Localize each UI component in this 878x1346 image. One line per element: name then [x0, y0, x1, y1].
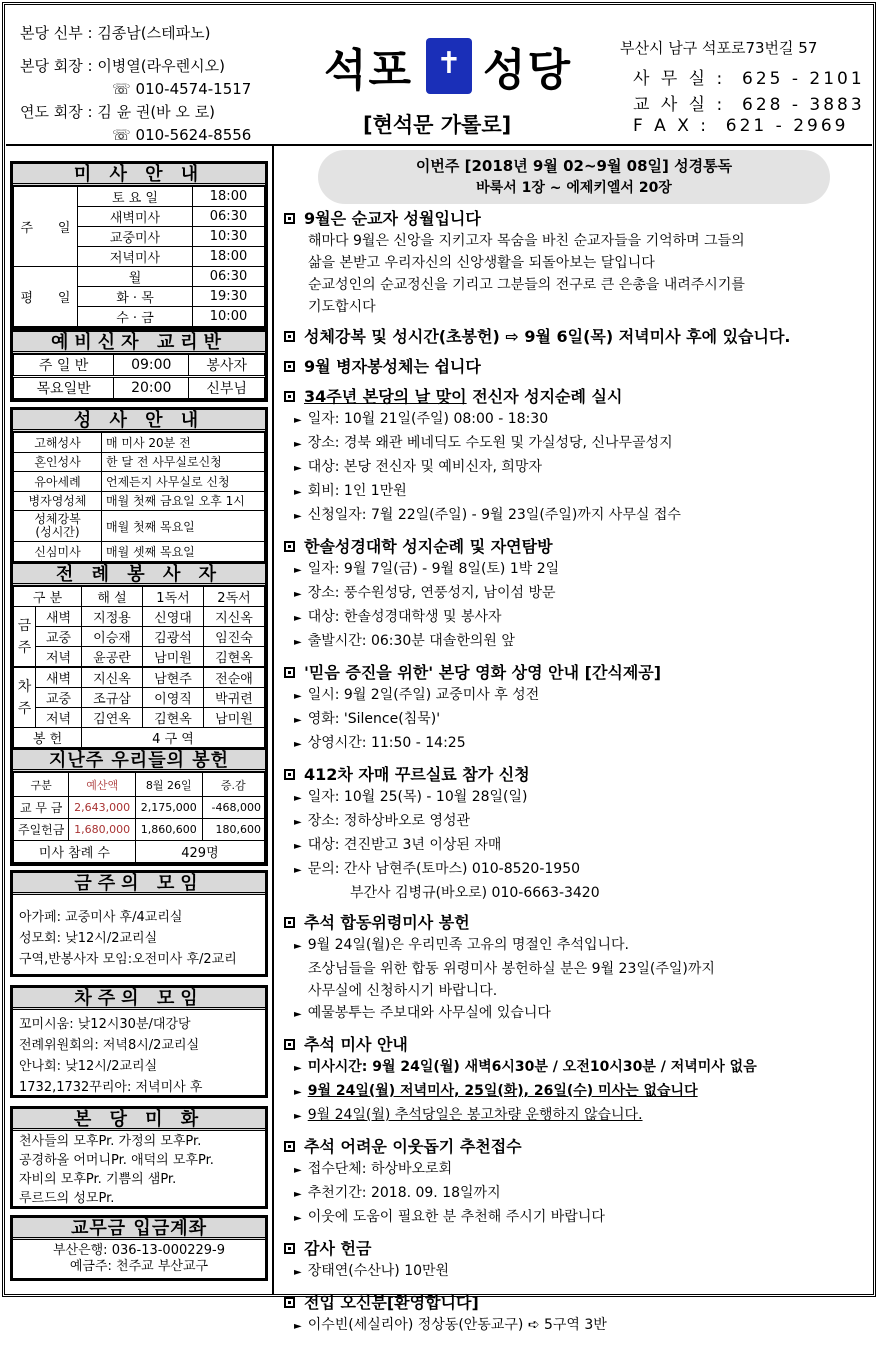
- patron-subtitle: [현석문 가롤로]: [363, 113, 512, 137]
- list-item: [284, 1182, 864, 1206]
- triangle-bullet-icon: ►: [294, 1165, 302, 1176]
- mass-slot: 교중: [36, 688, 82, 708]
- section-heading: [284, 1136, 864, 1158]
- item-text: 장소: 경북 왜관 베네딕도 수도원 및 가실성당, 신나무골성지: [307, 435, 673, 451]
- flower-item: 루르드의 성모Pr.: [19, 1191, 115, 1206]
- triangle-bullet-icon: ►: [294, 817, 302, 828]
- item-text: 출발시간: 06:30분 대솔한의원 앞: [307, 633, 515, 649]
- item-text: 부간사 김병규(바오로) 010-6663-3420: [350, 885, 600, 901]
- list-item: [284, 834, 864, 858]
- item-text: 신청일자: 7월 22일(주일) - 9월 23일(주일)까지 사무실 접수: [307, 507, 681, 523]
- item-text: 미사시간: 9월 24일(월) 새벽6시30분 / 오전10시30분 / 저녁미사 없음: [307, 1059, 757, 1075]
- mass-name: 저녁미사: [78, 247, 193, 267]
- heading-underlined: 34주년 본당의 날 맞이: [304, 387, 467, 406]
- section-heading: [284, 1292, 864, 1314]
- actual-value: 1,860,600: [135, 819, 202, 841]
- column-header: 구 분: [14, 587, 82, 607]
- class-time: 09:00: [114, 355, 189, 377]
- minister-name: 지정용: [82, 607, 143, 627]
- box-title: 미 사 안 내: [13, 164, 265, 186]
- item-text: 9월 24일(월) 추석당일은 봉고차량 운행하지 않습니다.: [307, 1107, 643, 1123]
- heading-text: 9월 병자봉성체는 쉽니다: [304, 357, 481, 376]
- bible-reading-range: 바룩서 1장 ~ 에제키엘서 20장: [476, 180, 672, 196]
- mass-slot: 저녁: [36, 708, 82, 728]
- triangle-bullet-icon: ►: [294, 439, 302, 450]
- list-item: [284, 708, 864, 732]
- announcement-section: [284, 386, 864, 528]
- box-title: 차주의 모임: [13, 988, 265, 1010]
- sacrament-name: 신심미사: [14, 542, 102, 562]
- announcement-section: [284, 1136, 864, 1230]
- column-header: 증.감: [202, 773, 265, 797]
- mass-time: 06:30: [193, 207, 265, 227]
- triangle-bullet-icon: ►: [294, 463, 302, 474]
- year-president-phone: ☏ 010-5624-8556: [112, 126, 252, 144]
- minister-name: 남미원: [143, 647, 204, 668]
- triangle-bullet-icon: ►: [294, 1213, 302, 1224]
- catechumen-table: [13, 354, 265, 399]
- list-item: [284, 630, 864, 654]
- mass-slot: 저녁: [36, 647, 82, 668]
- sacrament-info: 언제든지 사무실로 신청: [102, 472, 265, 492]
- bank-account: 부산은행: 036-13-000229-9: [52, 1243, 226, 1258]
- triangle-bullet-icon: ►: [294, 637, 302, 648]
- diff-value: -468,000: [202, 797, 265, 819]
- triangle-bullet-icon: ►: [294, 793, 302, 804]
- mass-time: 06:30: [193, 267, 265, 287]
- item-text: 문의: 간사 남현주(토마스) 010-8520-1950: [307, 861, 581, 877]
- church-logo-icon: ✝: [426, 38, 472, 94]
- square-bullet-icon: [284, 769, 295, 780]
- section-heading: [284, 326, 864, 348]
- list-item: [284, 504, 864, 528]
- column-divider: [272, 146, 274, 1295]
- item-text: 대상: 본당 전신자 및 예비신자, 희망자: [307, 459, 542, 475]
- column-header: 8월 26일: [135, 773, 202, 797]
- item-text: 일자: 10월 21일(주일) 08:00 - 18:30: [307, 411, 549, 427]
- row-label: 주일헌금: [14, 819, 69, 841]
- column-header: 예산액: [69, 773, 136, 797]
- item-text: 조상님들을 위한 합동 위령미사 봉헌하실 분은 9월 23일(주일)까지: [308, 961, 715, 977]
- box-title: 교무금 입금계좌: [13, 1218, 265, 1240]
- sacrament-name: 혼인성사: [14, 452, 102, 472]
- list-item: [284, 558, 864, 582]
- triangle-bullet-icon: ►: [294, 941, 302, 952]
- mass-name: 새벽미사: [78, 207, 193, 227]
- section-heading: [284, 912, 864, 934]
- class-name: 목요일반: [14, 377, 114, 399]
- class-time: 20:00: [114, 377, 189, 399]
- triangle-bullet-icon: ►: [294, 589, 302, 600]
- triangle-bullet-icon: ►: [294, 1321, 302, 1332]
- minister-name: 임진숙: [204, 627, 265, 647]
- list-item: [284, 1314, 864, 1338]
- liturgy-table: [13, 586, 265, 748]
- president-phone: ☏ 010-4574-1517: [112, 80, 252, 98]
- meeting-item: 아가페: 교중미사 후/4교리실: [19, 910, 183, 925]
- list-item: [284, 582, 864, 606]
- list-item: [284, 456, 864, 480]
- mass-slot: 교중: [36, 627, 82, 647]
- announcements: [284, 208, 864, 1346]
- office-phone: 사 무 실 : 625 - 2101: [633, 69, 865, 89]
- list-item: [284, 958, 864, 980]
- heading-text: '믿음 증진을 위한' 본당 영화 상영 안내 [간식제공]: [304, 663, 662, 682]
- mass-name: 토 요 일: [78, 187, 193, 207]
- square-bullet-icon: [284, 331, 295, 342]
- mass-time: 10:00: [193, 307, 265, 327]
- next-week-meetings-box: [10, 985, 268, 1098]
- mass-name: 월: [78, 267, 193, 287]
- sacrament-info: 매 미사 20분 전: [102, 433, 265, 453]
- list-item: [284, 684, 864, 708]
- square-bullet-icon: [284, 391, 295, 402]
- box-title: 금주의 모임: [13, 873, 265, 895]
- announcement-section: [284, 1238, 864, 1284]
- box-title: 전 례 봉 사 자: [13, 564, 265, 586]
- mass-time: 19:30: [193, 287, 265, 307]
- triangle-bullet-icon: ►: [294, 1063, 302, 1074]
- minister-name: 조규삼: [82, 688, 143, 708]
- column-header: 해 설: [82, 587, 143, 607]
- offering-label: 봉 헌: [14, 728, 82, 748]
- announcement-section: [284, 1034, 864, 1128]
- item-text: 대상: 한솔성경대학생 및 봉사자: [307, 609, 502, 625]
- meeting-item: 꼬미시움: 낮12시30분/대강당: [19, 1017, 191, 1032]
- heading-text: 한솔성경대학 성지순례 및 자연탐방: [304, 537, 553, 556]
- minister-name: 이영직: [143, 688, 204, 708]
- item-text: 추천기간: 2018. 09. 18일까지: [307, 1185, 501, 1201]
- teacher-room-phone: 교 사 실 : 628 - 3883: [633, 95, 865, 115]
- fax: F A X : 621 - 2969: [633, 116, 849, 136]
- minister-name: 이승재: [82, 627, 143, 647]
- item-text: 9월 24일(월)은 우리민족 고유의 명절인 추석입니다.: [307, 937, 630, 953]
- item-text: 9월 24일(월) 저녁미사, 25일(화), 26일(수) 미사는 없습니다: [307, 1083, 698, 1099]
- minister-name: 신영대: [143, 607, 204, 627]
- announcement-section: [284, 536, 864, 654]
- list-item: [284, 858, 864, 882]
- announcement-section: [284, 764, 864, 904]
- weekday-label: 평 일: [14, 267, 78, 327]
- item-text: 상영시간: 11:50 - 14:25: [307, 735, 466, 751]
- actual-value: 2,175,000: [135, 797, 202, 819]
- column-header: 1독서: [143, 587, 204, 607]
- minister-name: 남미원: [204, 708, 265, 728]
- square-bullet-icon: [284, 1141, 295, 1152]
- minister-name: 윤공란: [82, 647, 143, 668]
- minister-name: 김연옥: [82, 708, 143, 728]
- item-text: 대상: 견진받고 3년 이상된 자매: [307, 837, 502, 853]
- offering-value: 4 구 역: [82, 728, 265, 748]
- minister-name: 김현옥: [204, 647, 265, 668]
- heading-text: 추석 어려운 이웃돕기 추천접수: [304, 1137, 522, 1156]
- row-label: 교 무 금: [14, 797, 69, 819]
- triangle-bullet-icon: ►: [294, 487, 302, 498]
- mass-schedule-box: [10, 161, 268, 330]
- column-header: 구분: [14, 773, 69, 797]
- president: 본당 회장 : 이병열(라우렌시오): [20, 57, 225, 75]
- item-text: 장태연(수산나) 10만원: [307, 1263, 450, 1279]
- square-bullet-icon: [284, 1039, 295, 1050]
- heading-text: 전신자 성지순례 실시: [466, 387, 623, 406]
- box-title: 지난주 우리들의 봉헌: [13, 750, 265, 772]
- mass-time: 10:30: [193, 227, 265, 247]
- heading-text: 추석 미사 안내: [304, 1035, 408, 1054]
- triangle-bullet-icon: ►: [294, 1009, 302, 1020]
- section-heading: [284, 764, 864, 786]
- item-text: 이수빈(세실리아) 정상동(안동교구) ➪ 5구역 3반: [307, 1317, 607, 1333]
- triangle-bullet-icon: ►: [294, 715, 302, 726]
- heading-text: 412차 자매 꾸르실료 참가 신청: [304, 765, 530, 784]
- section-heading: [284, 1238, 864, 1260]
- sacrament-info: 매월 첫째 목요일: [102, 511, 265, 542]
- meeting-item: 성모회: 낮12시/2교리실: [19, 931, 158, 946]
- paragraph-line: 해마다 9월은 신앙을 지키고자 목숨을 바친 순교자들을 기억하며 그들의: [308, 233, 745, 249]
- item-text: 예물봉투는 주보대와 사무실에 있습니다: [307, 1005, 551, 1021]
- class-teacher: 신부님: [189, 377, 265, 399]
- minister-name: 지신옥: [82, 667, 143, 688]
- sacrament-table: [13, 432, 265, 562]
- mass-name: 수 · 금: [78, 307, 193, 327]
- announcement-section: [284, 912, 864, 1026]
- list-item: [284, 980, 864, 1002]
- attendance-label: 미사 참례 수: [14, 841, 136, 863]
- triangle-bullet-icon: ►: [294, 1111, 302, 1122]
- meeting-item: 전례위원회의: 저녁8시/2교리실: [19, 1038, 200, 1053]
- flower-item: 공경하올 어머니Pr. 애덕의 모후Pr.: [19, 1153, 214, 1168]
- budget-value: 1,680,000: [69, 819, 136, 841]
- mass-time: 18:00: [193, 187, 265, 207]
- section-heading: [284, 662, 864, 684]
- section-heading: [284, 208, 864, 230]
- triangle-bullet-icon: ►: [294, 841, 302, 852]
- mass-name: 교중미사: [78, 227, 193, 247]
- list-item: [284, 732, 864, 756]
- triangle-bullet-icon: ►: [294, 739, 302, 750]
- attendance-value: 429명: [135, 841, 264, 863]
- bulletin-header: [6, 6, 872, 146]
- sacrament-name: 성체강복 (성시간): [14, 511, 102, 542]
- announcement-section: [284, 208, 864, 318]
- item-text: 일자: 10월 25(목) - 10월 28일(일): [307, 789, 528, 805]
- announcement-section: [284, 662, 864, 756]
- sunday-label: 주 일: [14, 187, 78, 267]
- title-left: 석포: [324, 45, 414, 96]
- flower-item: 천사들의 모후Pr. 가정의 모후Pr.: [19, 1134, 202, 1149]
- triangle-bullet-icon: ►: [294, 511, 302, 522]
- mass-slot: 새벽: [36, 607, 82, 627]
- list-item: [284, 1104, 864, 1128]
- item-text: 접수단체: 하상바오로회: [307, 1161, 453, 1177]
- list-item: [284, 786, 864, 810]
- this-week-meetings-box: [10, 870, 268, 977]
- account-holder: 예금주: 천주교 부산교구: [69, 1259, 209, 1274]
- mass-slot: 새벽: [36, 667, 82, 688]
- minister-name: 김광석: [143, 627, 204, 647]
- class-teacher: 봉사자: [189, 355, 265, 377]
- triangle-bullet-icon: ►: [294, 1189, 302, 1200]
- meeting-item: 1732,1732꾸리아: 저녁미사 후: [19, 1080, 203, 1095]
- sacrament-info: 한 달 전 사무실로신청: [102, 452, 265, 472]
- minister-name: 남현주: [143, 667, 204, 688]
- week-label: 금 주: [14, 607, 36, 668]
- list-item: [284, 432, 864, 456]
- section-heading: [284, 386, 864, 408]
- week-label: 차 주: [14, 667, 36, 728]
- sacrament-name: 유아세례: [14, 472, 102, 492]
- meeting-item: 안나회: 낮12시/2교리실: [19, 1059, 158, 1074]
- heading-text: 성체강복 및 성시간(초봉헌) ⇨ 9월 6일(목) 저녁미사 후에 있습니다.: [304, 327, 791, 346]
- heading-text: 감사 헌금: [304, 1239, 372, 1258]
- triangle-bullet-icon: ►: [294, 613, 302, 624]
- square-bullet-icon: [284, 917, 295, 928]
- list-item: [284, 882, 864, 904]
- triangle-bullet-icon: ►: [294, 1087, 302, 1098]
- offering-box: [10, 747, 268, 866]
- list-item: [284, 606, 864, 630]
- column-header: 2독서: [204, 587, 265, 607]
- section-heading: [284, 536, 864, 558]
- box-title: 본 당 미 화: [13, 1109, 265, 1131]
- item-text: 장소: 정하상바오로 영성관: [307, 813, 471, 829]
- box-title: 예비신자 교리반: [13, 332, 265, 354]
- sacrament-info: 매월 셋째 목요일: [102, 542, 265, 562]
- year-president: 연도 회장 : 김 윤 권(바 오 로): [20, 103, 216, 121]
- list-item: [284, 1260, 864, 1284]
- title-right: 성당: [483, 45, 573, 96]
- item-text: 이웃에 도움이 필요한 분 추천해 주시기 바랍니다: [307, 1209, 605, 1225]
- item-text: 회비: 1인 1만원: [307, 483, 407, 499]
- list-item: [284, 1158, 864, 1182]
- item-text: 일자: 9월 7일(금) - 9월 8일(토) 1박 2일: [307, 561, 560, 577]
- section-heading: [284, 356, 864, 378]
- address: 부산시 남구 석포로73번길 57: [620, 39, 818, 57]
- heading-text: 9월은 순교자 성월입니다: [304, 209, 481, 228]
- heading-text: 추석 합동위령미사 봉헌: [304, 913, 470, 932]
- sacrament-name: 병자영성체: [14, 491, 102, 511]
- flower-item: 자비의 모후Pr. 기쁨의 샘Pr.: [19, 1172, 177, 1187]
- section-heading: [284, 1034, 864, 1056]
- item-text: 사무실에 신청하시기 바랍니다.: [308, 983, 498, 999]
- paragraph-line: 순교성인의 순교정신을 기리고 그분들의 전구로 큰 은총을 내려주시기를: [308, 277, 745, 293]
- sacrament-box: [10, 407, 268, 565]
- bible-reading-title: 이번주 [2018년 9월 02~9월 08일] 성경통독: [415, 157, 733, 175]
- square-bullet-icon: [284, 361, 295, 372]
- meeting-item: 구역,반봉사자 모임:오전미사 후/2교리: [19, 952, 237, 967]
- sacrament-name: 고해성사: [14, 433, 102, 453]
- square-bullet-icon: [284, 1243, 295, 1254]
- minister-name: 김현옥: [143, 708, 204, 728]
- square-bullet-icon: [284, 667, 295, 678]
- list-item: [284, 810, 864, 834]
- offering-table: [13, 772, 265, 863]
- triangle-bullet-icon: ►: [294, 415, 302, 426]
- paragraph-line: 기도합시다: [308, 299, 376, 315]
- triangle-bullet-icon: ►: [294, 565, 302, 576]
- minister-name: 전순애: [204, 667, 265, 688]
- flowers-box: [10, 1106, 268, 1209]
- liturgy-ministers-box: [10, 561, 268, 751]
- list-item: [284, 408, 864, 432]
- heading-text: 전입 오신분[환영합니다]: [304, 1293, 479, 1312]
- sacrament-info: 매월 첫째 금요일 오후 1시: [102, 491, 265, 511]
- triangle-bullet-icon: ►: [294, 865, 302, 876]
- mass-table: [13, 186, 265, 327]
- announcement-section: [284, 326, 864, 348]
- box-title: 성 사 안 내: [13, 410, 265, 432]
- budget-value: 2,643,000: [69, 797, 136, 819]
- clergy-info: [20, 22, 251, 147]
- list-item: [284, 934, 864, 958]
- item-text: 일시: 9월 2일(주일) 교중미사 후 성전: [307, 687, 540, 703]
- paragraph-line: 삶을 본받고 우리자신의 신앙생활을 되돌아보는 달입니다: [308, 255, 655, 271]
- list-item: [284, 480, 864, 504]
- square-bullet-icon: [284, 541, 295, 552]
- triangle-bullet-icon: ►: [294, 1267, 302, 1278]
- item-text: 영화: 'Silence(침묵)': [307, 711, 441, 727]
- square-bullet-icon: [284, 213, 295, 224]
- bible-reading-banner: [318, 150, 830, 204]
- priest: 본당 신부 : 김종남(스테파노): [20, 24, 211, 42]
- list-item: [284, 1002, 864, 1026]
- triangle-bullet-icon: ►: [294, 691, 302, 702]
- account-box: [10, 1215, 268, 1281]
- mass-name: 화 · 목: [78, 287, 193, 307]
- list-item: [284, 1080, 864, 1104]
- mass-time: 18:00: [193, 247, 265, 267]
- list-item: [284, 1206, 864, 1230]
- item-text: 장소: 풍수원성당, 연풍성지, 남이섬 방문: [307, 585, 556, 601]
- announcement-section: [284, 356, 864, 378]
- catechumen-box: [10, 329, 268, 402]
- diff-value: 180,600: [202, 819, 265, 841]
- list-item: [284, 1056, 864, 1080]
- minister-name: 박귀련: [204, 688, 265, 708]
- class-name: 주 일 반: [14, 355, 114, 377]
- minister-name: 지신옥: [204, 607, 265, 627]
